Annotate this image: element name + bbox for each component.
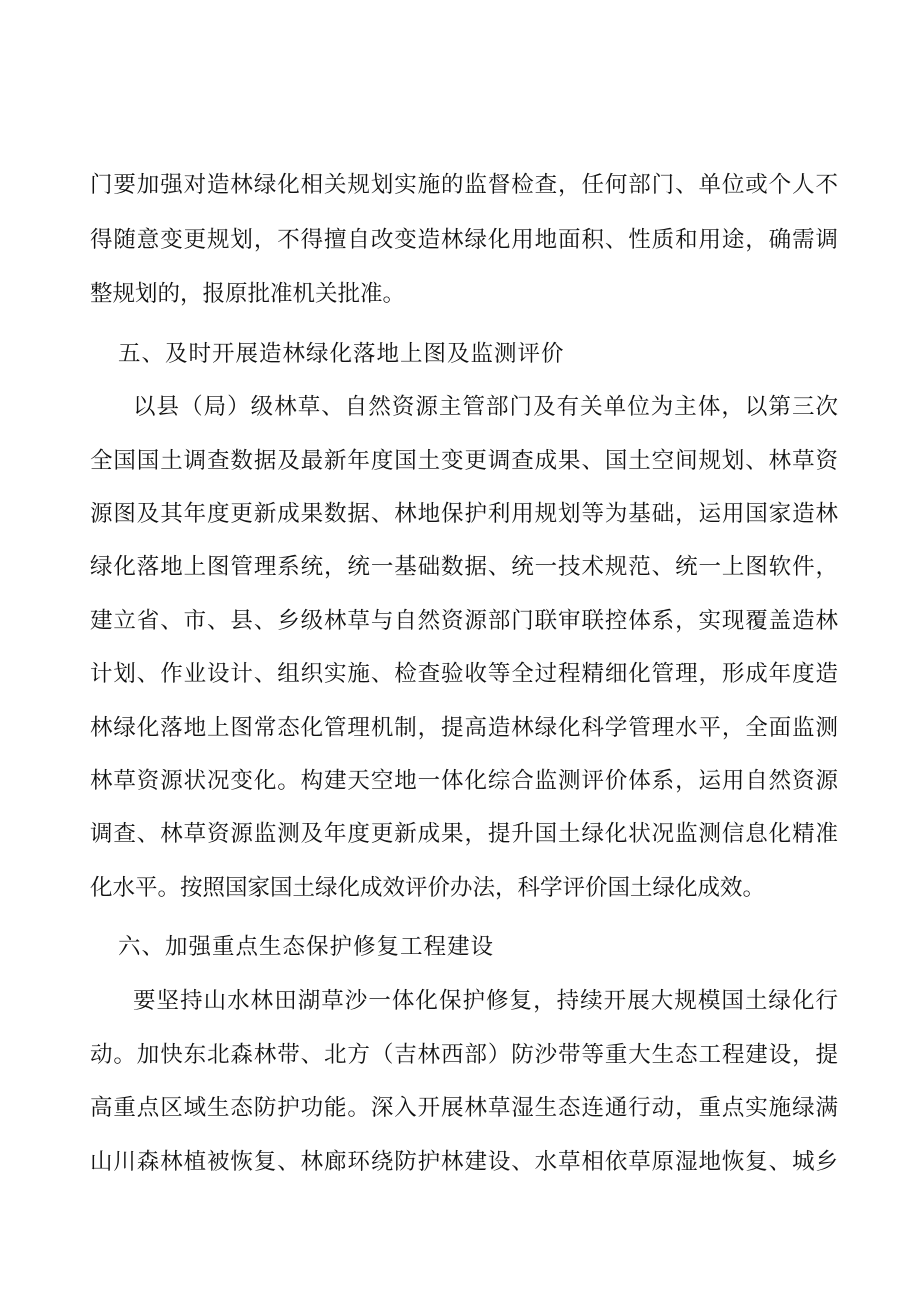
paragraph-line: 化水平。按照国家国土绿化成效评价办法，科学评价国土绿化成效。	[90, 875, 766, 901]
paragraph-line: 计划、作业设计、组织实施、检查验收等全过程精细化管理，形成年度造	[90, 661, 838, 687]
paragraph-line: 林绿化落地上图常态化管理机制，提高造林绿化科学管理水平，全面监测	[90, 715, 838, 741]
paragraph-line: 调查、林草资源监测及年度更新成果，提升国土绿化状况监测信息化精准	[90, 821, 838, 847]
paragraph-line: 全国国土调查数据及最新年度国土变更调查成果、国土空间规划、林草资	[90, 448, 838, 474]
paragraph-line: 源图及其年度更新成果数据、林地保护利用规划等为基础，运用国家造林	[90, 501, 838, 527]
paragraph-line: 要坚持山水林田湖草沙一体化保护修复，持续开展大规模国土绿化行	[133, 988, 838, 1014]
paragraph-line: 动。加快东北森林带、北方（吉林西部）防沙带等重大生态工程建设，提	[90, 1042, 838, 1068]
section-heading-5: 五、及时开展造林绿化落地上图及监测评价	[118, 341, 565, 367]
paragraph-line: 山川森林植被恢复、林廊环绕防护林建设、水草相依草原湿地恢复、城乡	[90, 1149, 838, 1175]
paragraph-line: 林草资源状况变化。构建天空地一体化综合监测评价体系，运用自然资源	[90, 768, 838, 794]
section-heading-6: 六、加强重点生态保护修复工程建设	[118, 934, 495, 960]
paragraph-line: 建立省、市、县、乡级林草与自然资源部门联审联控体系，实现覆盖造林	[90, 608, 838, 634]
paragraph-line: 门要加强对造林绿化相关规划实施的监督检查，任何部门、单位或个人不	[90, 172, 838, 198]
paragraph-line: 高重点区域生态防护功能。深入开展林草湿生态连通行动，重点实施绿满	[90, 1095, 838, 1121]
paragraph-line: 绿化落地上图管理系统，统一基础数据、统一技术规范、统一上图软件，	[90, 554, 838, 580]
paragraph-line: 整规划的，报原批准机关批准。	[90, 281, 406, 307]
paragraph-line: 得随意变更规划，不得擅自改变造林绿化用地面积、性质和用途，确需调	[90, 227, 838, 253]
paragraph-line: 以县（局）级林草、自然资源主管部门及有关单位为主体，以第三次	[133, 394, 838, 420]
